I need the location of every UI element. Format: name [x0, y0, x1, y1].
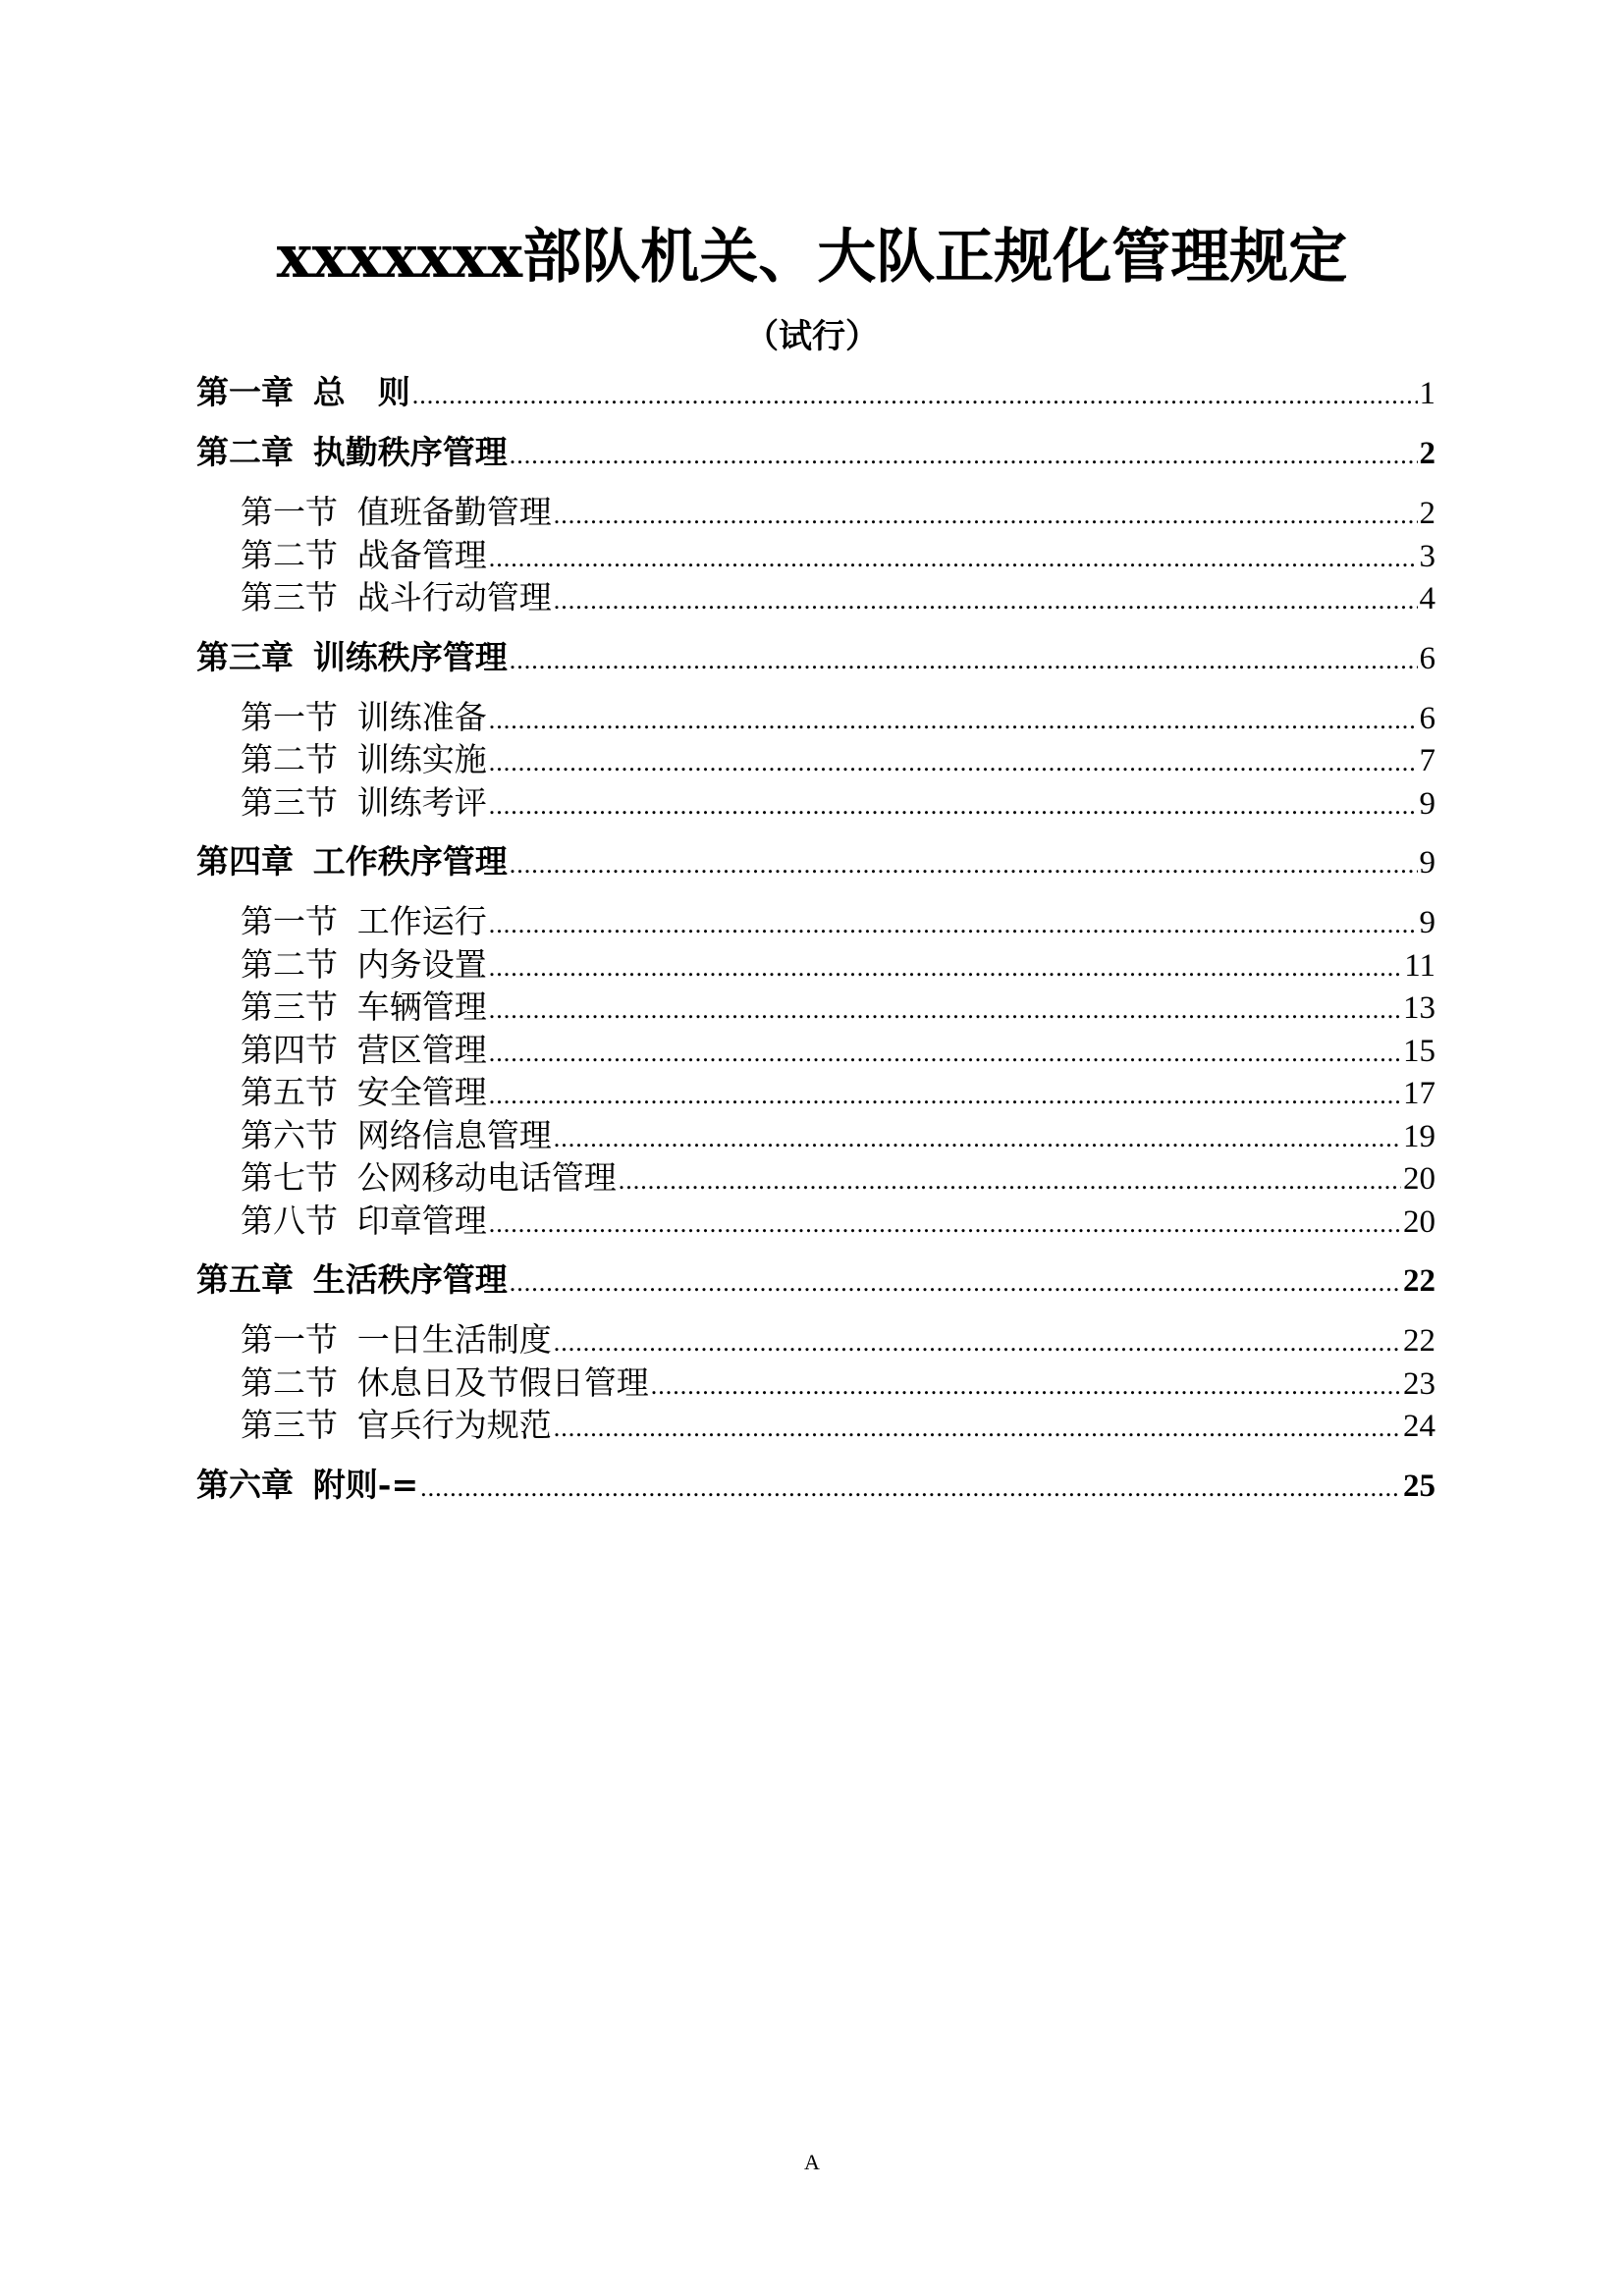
document-title: xxxxxxx部队机关、大队正规化管理规定 — [276, 223, 1348, 292]
toc-section-4-1[interactable] — [196, 900, 1435, 943]
toc-page-number: 2 — [1419, 436, 1435, 471]
toc-page-number: 1 — [1419, 376, 1435, 411]
toc-section-label: 第一节 工作运行 — [241, 902, 487, 940]
toc-chapter-label: 第三章 训练秩序管理 — [196, 637, 508, 676]
toc-dot-leader — [554, 579, 1418, 622]
toc-page-number: 2 — [1419, 496, 1435, 531]
page-footer: A — [804, 2150, 820, 2174]
toc-dot-leader — [489, 699, 1418, 742]
toc-section-label: 第二节 战备管理 — [241, 535, 487, 574]
toc-page-number: 25 — [1403, 1468, 1435, 1504]
toc-page-number: 23 — [1403, 1365, 1435, 1402]
toc-chapter-6[interactable] — [196, 1464, 1435, 1507]
toc-section-label: 第五节 安全管理 — [241, 1073, 487, 1111]
toc-section-label: 第二节 训练实施 — [241, 740, 487, 778]
toc-section-4-8[interactable] — [196, 1200, 1435, 1243]
toc-page-number: 7 — [1419, 743, 1435, 778]
toc-section-3-1[interactable] — [196, 696, 1435, 739]
toc-section-4-5[interactable] — [196, 1071, 1435, 1114]
toc-page-number: 24 — [1403, 1409, 1435, 1444]
toc-section-3-2[interactable] — [196, 738, 1435, 781]
toc-dot-leader — [489, 1202, 1401, 1246]
toc-chapter-2[interactable] — [196, 431, 1435, 474]
toc-dot-leader — [651, 1364, 1401, 1408]
toc-chapter-label: 第二章 执勤秩序管理 — [196, 433, 508, 471]
toc-section-2-3[interactable] — [196, 576, 1435, 619]
toc-section-5-2[interactable] — [196, 1362, 1435, 1405]
toc-page-number: 22 — [1403, 1323, 1435, 1359]
toc-dot-leader — [489, 988, 1401, 1032]
toc-dot-leader — [412, 374, 1418, 417]
toc-section-label: 第六节 网络信息管理 — [241, 1115, 552, 1154]
toc-dot-leader — [420, 1467, 1401, 1510]
toc-page-number: 6 — [1419, 640, 1435, 676]
toc-dot-leader — [554, 1117, 1401, 1160]
toc-dot-leader — [510, 639, 1418, 682]
toc-section-label: 第二节 内务设置 — [241, 944, 487, 984]
toc-section-label: 第三节 官兵行为规范 — [241, 1406, 552, 1444]
toc-section-label: 第一节 一日生活制度 — [241, 1320, 552, 1359]
toc-dot-leader — [554, 1321, 1401, 1364]
toc-section-label: 第一节 训练准备 — [241, 697, 487, 736]
toc-dot-leader — [489, 1032, 1401, 1075]
toc-chapter-1[interactable] — [196, 371, 1435, 414]
toc-dot-leader — [554, 1407, 1401, 1450]
toc-page-number: 13 — [1403, 990, 1435, 1026]
toc-dot-leader — [619, 1159, 1401, 1202]
toc-page-number: 4 — [1419, 581, 1435, 616]
toc-dot-leader — [510, 843, 1418, 886]
toc-chapter-label: 第一章 总 则 — [196, 373, 410, 411]
toc-section-4-4[interactable] — [196, 1029, 1435, 1072]
toc-dot-leader — [489, 946, 1402, 989]
toc-chapter-3[interactable] — [196, 636, 1435, 679]
toc-chapter-4[interactable] — [196, 840, 1435, 883]
toc-section-label: 第八节 印章管理 — [241, 1201, 487, 1240]
toc-section-label: 第二节 休息日及节假日管理 — [241, 1362, 649, 1402]
toc-section-4-6[interactable] — [196, 1114, 1435, 1157]
toc-section-2-1[interactable] — [196, 491, 1435, 534]
toc-page-number: 20 — [1403, 1161, 1435, 1197]
toc-dot-leader — [489, 903, 1418, 946]
toc-dot-leader — [489, 784, 1418, 828]
toc-page-number: 15 — [1403, 1033, 1435, 1069]
toc-dot-leader — [510, 434, 1418, 477]
toc-section-label: 第三节 训练考评 — [241, 782, 487, 822]
toc-section-label: 第三节 战斗行动管理 — [241, 578, 552, 616]
toc-section-label: 第七节 公网移动电话管理 — [241, 1158, 617, 1197]
toc-page-number: 3 — [1419, 538, 1435, 574]
toc-dot-leader — [489, 537, 1418, 580]
toc-page-number: 17 — [1403, 1076, 1435, 1111]
document-subtitle: （试行） — [745, 317, 879, 356]
toc-chapter-5[interactable] — [196, 1258, 1435, 1302]
toc-section-5-1[interactable] — [196, 1318, 1435, 1362]
toc-page-number: 19 — [1403, 1118, 1435, 1154]
toc-page-number: 22 — [1403, 1263, 1435, 1299]
toc-dot-leader — [489, 741, 1418, 784]
toc-chapter-label: 第五章 生活秩序管理 — [196, 1260, 508, 1299]
toc-section-2-2[interactable] — [196, 534, 1435, 577]
toc-section-label: 第四节 营区管理 — [241, 1030, 487, 1069]
toc-page-number: 20 — [1403, 1203, 1435, 1240]
table-of-contents — [196, 371, 1435, 1507]
toc-dot-leader — [554, 494, 1418, 537]
toc-dot-leader — [489, 1074, 1401, 1117]
toc-page-number: 9 — [1419, 845, 1435, 881]
toc-section-4-7[interactable] — [196, 1156, 1435, 1200]
toc-dot-leader — [510, 1261, 1401, 1305]
toc-page-number: 9 — [1419, 785, 1435, 822]
toc-page-number: 9 — [1419, 905, 1435, 940]
toc-page-number: 6 — [1419, 700, 1435, 736]
toc-section-4-2[interactable] — [196, 943, 1435, 987]
toc-section-label: 第三节 车辆管理 — [241, 988, 487, 1026]
toc-page-number: 11 — [1404, 947, 1435, 984]
toc-section-4-3[interactable] — [196, 986, 1435, 1029]
toc-section-label: 第一节 值班备勤管理 — [241, 493, 552, 531]
toc-chapter-label: 第六章 附则-= — [196, 1465, 419, 1504]
toc-section-5-3[interactable] — [196, 1404, 1435, 1447]
toc-chapter-label: 第四章 工作秩序管理 — [196, 842, 508, 881]
toc-section-3-3[interactable] — [196, 781, 1435, 825]
